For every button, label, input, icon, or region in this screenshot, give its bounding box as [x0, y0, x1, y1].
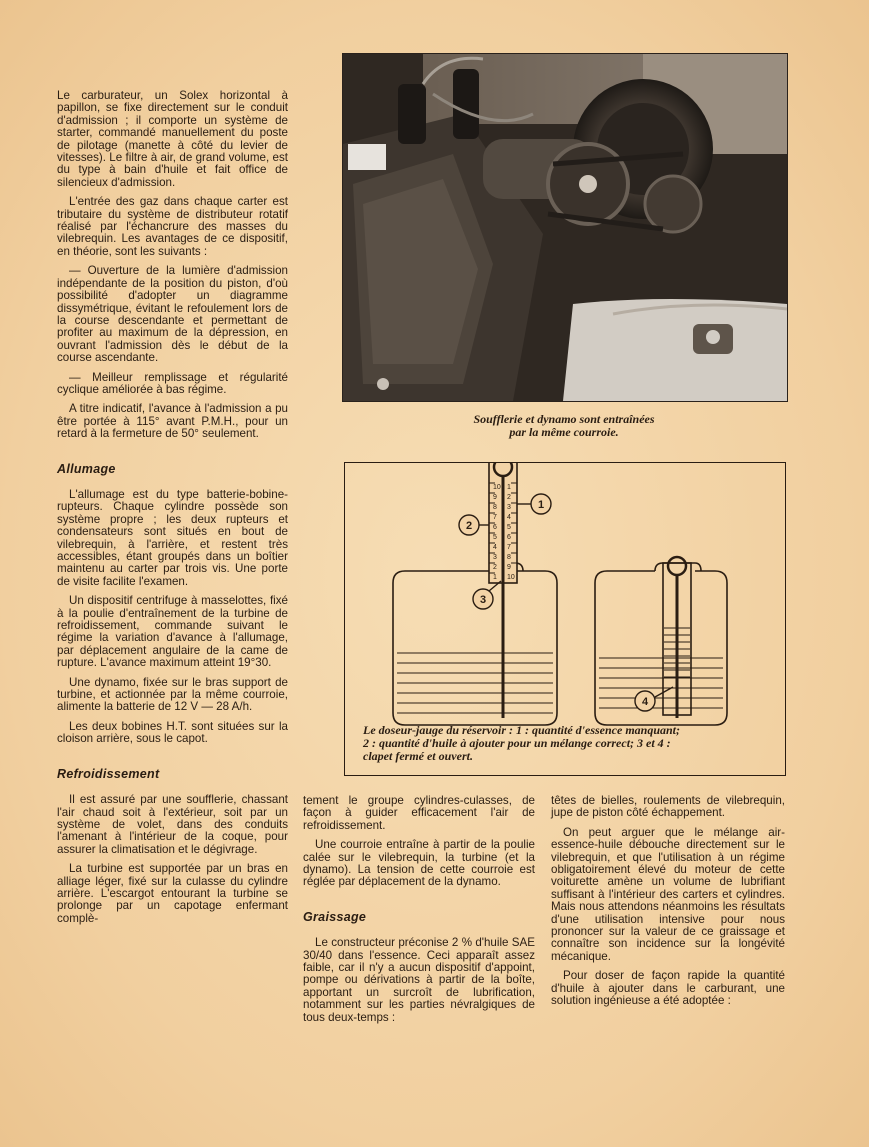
scale-tick-label: 10 [507, 574, 515, 581]
caption-line: clapet fermé et ouvert. [363, 749, 473, 763]
scale-tick-label: 1 [507, 484, 511, 491]
paragraph: L'entrée des gaz dans chaque carter est tributaire du système de distributeur rotatif réalisé par l'échancrure des masses du vilebrequin. Les avantages de ce dispositif, en théorie, sont les suivants : [57, 195, 288, 258]
engine-photo-illustration [343, 54, 787, 401]
caption-line: 2 : quantité d'huile à ajouter pour un mélange correct; 3 et 4 : [363, 736, 671, 750]
scale-tick-label: 4 [507, 514, 511, 521]
text-column-middle [303, 795, 535, 1031]
scale-tick-label: 8 [507, 554, 511, 561]
paragraph: Il est assuré par une soufflerie, chassant l'air chaud soit à l'extérieur, soit par un système de volet, dans des conduits l'amenant à l'intérieur de la coque, pour assurer la climatisation et le dégivrage. [57, 793, 288, 856]
paragraph: On peut arguer que le mélange air-essence-huile débouche directement sur le vilebrequin, et que l'utilisation à un régime obligatoirement élevé du moteur de cette voiturette amène un volume de lubrifiant suffisant à l'intérieur des carters et cylindres. Mais nous attendons néanmoins les résultats d'une utilisation intensive pour nous prononcer sur la valeur de ce graissage et connaître son incidence sur la longévité mécanique. [551, 825, 785, 963]
scale-tick-label: 7 [493, 514, 497, 521]
scale-tick-label: 1 [493, 574, 497, 581]
paragraph: — Ouverture de la lumière d'admission indépendante de la position du piston, d'où possibilité d'adopter un diagramme dissymétrique, évitant le refoulement lors de la course descendante et permettant de profiter au maximum de la dépression, en ouvrant l'admission dès le début de la course ascendante. [57, 264, 288, 365]
caption-line: Le doseur-jauge du réservoir : 1 : quantité d'essence manquant; [363, 723, 680, 737]
scale-tick-label: 3 [493, 554, 497, 561]
paragraph: Le constructeur préconise 2 % d'huile SAE 30/40 dans l'essence. Ceci apparaît assez faible, car il n'y a aucun dispositif d'appoint, pompe ou dérivations à partir de la boîte, apportant un surcroît de lubrification, notamment sur les parties névralgiques de tous deux-temps : [303, 936, 535, 1024]
engine-photo [342, 53, 788, 402]
paragraph: Une courroie entraîne à partir de la poulie calée sur le vilebrequin, la turbine (et la dynamo). La tension de cette courroie est réglée par déplacement de la dynamo. [303, 838, 535, 889]
paragraph: A titre indicatif, l'avance à l'admission a pu être portée à 115° avant P.M.H., pour un retard à la fermeture de 50° seulement. [57, 402, 288, 441]
callout-2: 2 [465, 520, 473, 532]
scale-tick-label: 5 [493, 534, 497, 541]
text-column-right [551, 795, 785, 1015]
paragraph: — Meilleur remplissage et régularité cyclique améliorée à bas régime. [57, 370, 288, 396]
callout-4: 4 [641, 696, 649, 708]
paragraph: tement le groupe cylindres-culasses, de façon à guider efficacement l'air de refroidissement. [303, 794, 535, 832]
caption-line: Soufflerie et dynamo sont entraînées [473, 412, 655, 426]
scale-tick-label: 7 [507, 544, 511, 551]
scale-tick-label: 10 [493, 484, 501, 491]
section-heading-allumage: Allumage [57, 461, 116, 476]
caption-line: par la même courroie. [509, 425, 619, 439]
section-heading-graissage: Graissage [303, 909, 367, 924]
paragraph: Une dynamo, fixée sur le bras support de turbine, et actionnée par la même courroie, alimente la batterie de 12 V — 28 A/h. [57, 675, 288, 714]
paragraph: têtes de bielles, roulements de vilebrequin, jupe de piston côté échappement. [551, 794, 785, 820]
scale-tick-label: 6 [507, 534, 511, 541]
diagram-caption [363, 724, 773, 763]
section-heading-refroidissement: Refroidissement [57, 766, 160, 781]
scale-tick-label: 3 [507, 504, 511, 511]
scale-tick-label: 2 [493, 564, 497, 571]
scale-tick-label: 9 [493, 494, 497, 501]
scale-tick-label: 9 [507, 564, 511, 571]
scale-tick-label: 2 [507, 494, 511, 501]
photo-caption [342, 413, 786, 439]
paragraph: Les deux bobines H.T. sont situées sur la cloison arrière, sous le capot. [57, 719, 288, 746]
paragraph: Pour doser de façon rapide la quantité d'huile à ajouter dans le carburant, une solution ingénieuse a été adoptée : [551, 969, 785, 1008]
paragraph: La turbine est supportée par un bras en alliage léger, fixé sur la culasse du cylindre arrière. L'escargot entourant la turbine se prolonge par un capotage enfermant complè- [57, 862, 288, 925]
paragraph: L'allumage est du type batterie-bobine-rupteurs. Chaque cylindre possède son système propre ; les deux rupteurs et condensateurs sont situés en bout de vilebrequin, à l'arrière, et restent très accessibles, étant groupés dans un boîtier maintenu au carter par trois vis. Une porte de visite facilite l'examen. [57, 487, 288, 588]
callout-3: 3 [479, 594, 487, 606]
callout-1: 1 [537, 499, 545, 511]
paragraph: Un dispositif centrifuge à masselottes, fixé à la poulie d'entraînement de la turbine de refroidissement, commande suivant le régime la variation d'avance à l'allumage, par déplacement angulaire de la came de rupture. L'avance maximum atteint 19°30. [57, 594, 288, 670]
scale-tick-label: 8 [493, 504, 497, 511]
text-column-left [57, 90, 288, 932]
scale-tick-label: 6 [493, 524, 497, 531]
scale-tick-label: 5 [507, 524, 511, 531]
paragraph: Le carburateur, un Solex horizontal à papillon, se fixe directement sur le conduit d'admission ; il comporte un système de starter, commandé manuellement du poste de pilotage (manette à côté du levier de vitesses). Le filtre à air, de grand volume, est du type à bain d'huile et fait office de silencieux d'admission. [57, 89, 288, 189]
scale-tick-label: 4 [493, 544, 497, 551]
